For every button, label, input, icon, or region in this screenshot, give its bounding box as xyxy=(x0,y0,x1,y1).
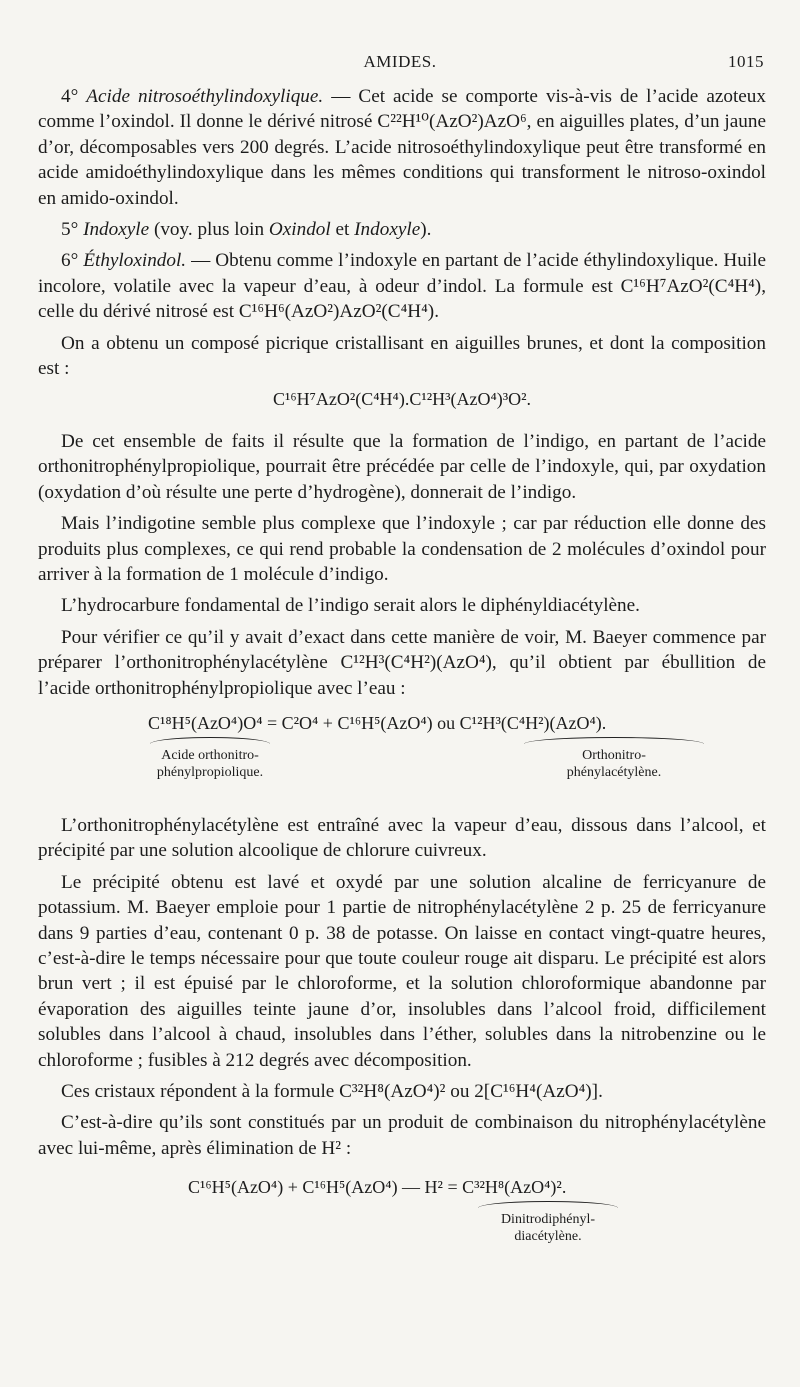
paragraph-ethyloxindol xyxy=(38,248,766,324)
equation-dinitro xyxy=(38,1171,766,1279)
underbrace xyxy=(478,1201,618,1208)
page-number: 1015 xyxy=(728,52,764,71)
paragraph-picrique: On a obtenu un composé picrique cristallisant en aiguilles brunes, et dont la composition est : xyxy=(38,332,766,380)
formula-picrate: C¹⁶H⁷AzO²(C⁴H⁴).C¹²H³(AzO⁴)³O². xyxy=(272,389,532,410)
item-title: Indoxyle xyxy=(83,219,150,241)
item-number: 5° xyxy=(61,219,79,241)
equation-text: C¹⁶H⁵(AzO⁴) + C¹⁶H⁵(AzO⁴) — H² = C³²H⁸(AzO⁴)². xyxy=(188,1177,567,1198)
paragraph-text: (voy. plus loin xyxy=(149,219,269,241)
paragraph-text: ). xyxy=(420,219,432,241)
label-line: Orthonitro- phénylacétylène. xyxy=(566,747,662,780)
paragraph-text: et xyxy=(330,219,355,241)
paragraph-indigotine: Mais l’indigotine semble plus complexe que l’indoxyle ; car par réduction elle donne des produits plus complexes, ce qui rend probable la condensation de 2 molécules d’oxindol pour arriver à la formation de 1 molécule d’indigo. xyxy=(38,513,766,585)
paragraph-precipite: Le précipité obtenu est lavé et oxydé par une solution alcaline de ferricyanure de potassium. M. Baeyer emploie pour 1 partie de nitrophénylacétylène 2 p. 25 de ferricyanure dans 9 parties d’eau, contenant 0 p. 38 de potasse. On laisse en contact vingt-quatre heures, c’est-à-dire le temps nécessaire pour que toute couleur rouge ait disparu. Le précipité est alors brun vert ; il est épuisé par le chloroforme, et la solution chloroformique abandonne par évaporation des aiguilles teinte jaune d’or, insolubles dans l’alcool froid, difficilement solubles dans l’alcool à chaud, insolubles dans l’éther, solubles dans la nitrobenzine ou le chloroforme ; fusibles à 212 degrés avec décomposition. xyxy=(38,871,766,1071)
label-line: Acide orthonitro- phénylpropiolique. xyxy=(156,747,264,780)
paragraph-cristaux: Ces cristaux répondent à la formule C³²H⁸(AzO⁴)² ou 2[C¹⁶H⁴(AzO⁴)]. xyxy=(61,1081,603,1102)
underbrace xyxy=(524,737,704,744)
equation-label-left xyxy=(130,747,290,781)
item-number: 6° xyxy=(61,250,79,272)
cross-reference: Oxindol xyxy=(268,219,331,241)
body-text xyxy=(38,84,766,1279)
paragraph-text: — Cet acide se comporte vis-à-vis de l’acide azoteux comme l’oxindol. Il donne le dérivé nitrosé C²²H¹⁰(AzO²)AzO⁶, en aiguilles plates, d’un jaune d’or, décomposables vers 200 degrés. L’acide nitrosoéthylindoxylique peut être transformé en acide amidoéthylindoxylique dans les mêmes conditions qui transforment le nitroso-oxindol en amido-oxindol. xyxy=(38,86,766,209)
label-line: Dinitrodiphényl- diacétylène. xyxy=(500,1212,596,1245)
running-header xyxy=(36,52,764,76)
item-number: 4° xyxy=(61,86,79,107)
paragraph-ensemble: De cet ensemble de faits il résulte que la formation de l’indigo, en partant de l’acide orthonitrophénylpropiolique, pourrait être précédée par celle de l’indoxyle, qui, par oxydation (oxydation d’où résulte une perte d’hydrogène), donnerait de l’indigo. xyxy=(38,430,766,503)
paragraph-baeyer: Pour vérifier ce qu’il y avait d’exact dans cette manière de voir, M. Baeyer commence par préparer l’orthonitrophénylacétylène C¹²H³(C⁴H²)(AzO⁴), qu’il obtient par ébullition de l’acide orthonitrophénylpropiolique avec l’eau : xyxy=(38,626,766,699)
paragraph-entraine: L’orthonitrophénylacétylène est entraîné avec la vapeur d’eau, dissous dans l’alcool, et précipité par une solution alcoolique de chlorure cuivreux. xyxy=(38,814,766,862)
equation-label-right xyxy=(534,747,694,781)
underbrace xyxy=(150,737,270,744)
paragraph-text: — Obtenu comme l’indoxyle en partant de l’acide éthylindoxylique. Huile incolore, volatile avec la vapeur d’eau, à odeur d’indol. La formule est C¹⁶H⁷AzO²(C⁴H⁴), celle du dérivé nitrosé est C¹⁶H⁶(AzO²)AzO²(C⁴H⁴). xyxy=(38,250,766,323)
equation-text: C¹⁸H⁵(AzO⁴)O⁴ = C²O⁴ + C¹⁶H⁵(AzO⁴) ou C¹²H³(C⁴H²)(AzO⁴). xyxy=(148,712,607,733)
paragraph-nitrosoethylindoxylique xyxy=(38,84,766,211)
cross-reference: Indoxyle xyxy=(354,219,421,241)
paragraph-hydrocarbure: L’hydrocarbure fondamental de l’indigo serait alors le diphényldiacétylène. xyxy=(61,595,640,617)
paragraph-indoxyle xyxy=(38,217,766,242)
item-title: Éthyloxindol. xyxy=(83,250,187,272)
header-title: AMIDES. xyxy=(363,52,437,71)
equation-ebullition xyxy=(38,707,766,805)
paragraph-combinaison: C’est-à-dire qu’ils sont constitués par un produit de combinaison du nitrophénylacétylène avec lui-même, après élimination de H² : xyxy=(38,1112,766,1159)
equation-label xyxy=(468,1211,628,1245)
item-title: Acide nitrosoéthylindoxylique. xyxy=(86,86,324,107)
